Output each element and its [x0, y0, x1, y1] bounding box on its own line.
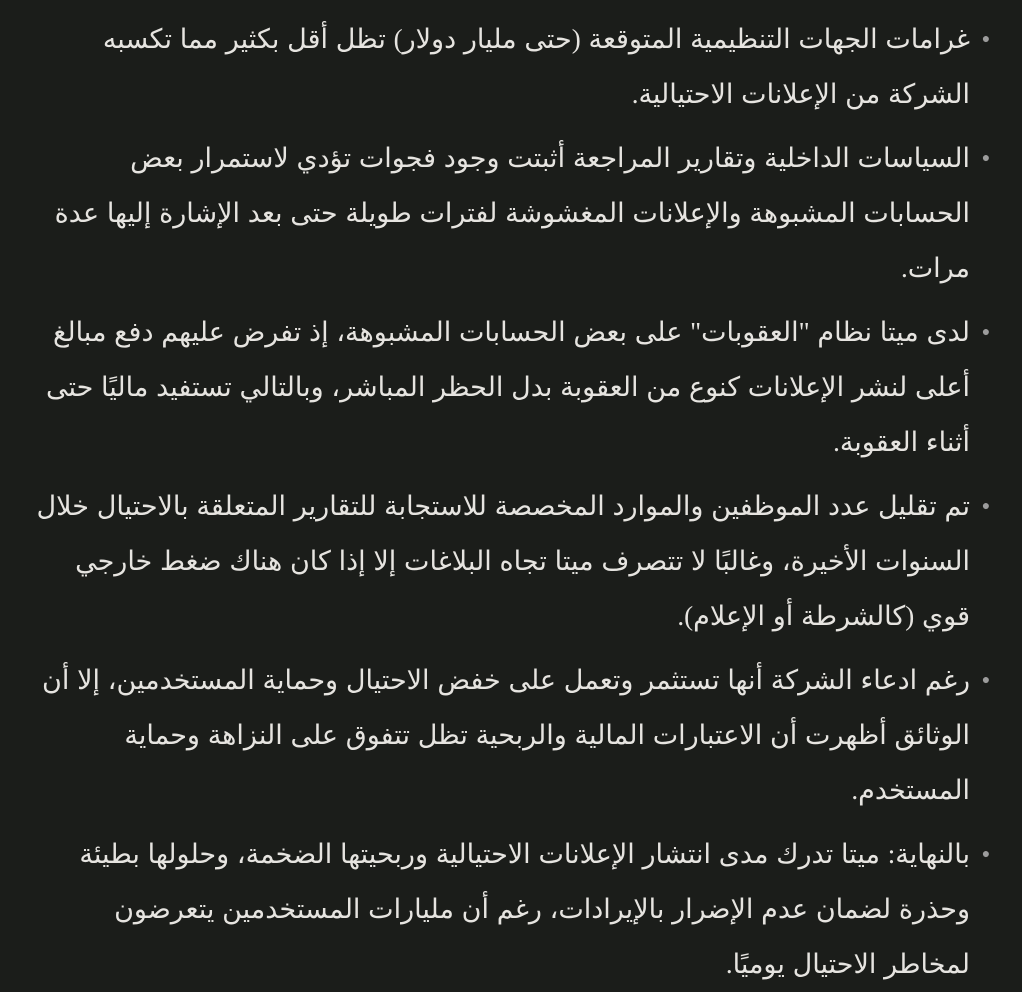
bullet-icon: ● — [981, 32, 991, 47]
list-item — [32, 479, 1002, 644]
list-item — [32, 653, 1002, 818]
bullet-list — [32, 12, 1002, 992]
list-item-text: بالنهاية: ميتا تدرك مدى انتشار الإعلانات الاحتيالية وربحيتها الضخمة، وحلولها بطيئة وحذرة لضمان عدم الإضرار بالإيرادات، رغم أن مليارات المستخدمين يتعرضون لمخاطر الاحتيال يوميًا. — [79, 839, 970, 979]
bullet-icon: ● — [981, 499, 991, 514]
list-item-text: السياسات الداخلية وتقارير المراجعة أثبتت وجود فجوات تؤدي لاستمرار بعض الحسابات المشبوهة والإعلانات المغشوشة لفترات طويلة حتى بعد الإشارة إليها عدة مرات. — [54, 143, 970, 283]
list-item — [32, 827, 1002, 992]
list-item-text: لدى ميتا نظام "العقوبات" على بعض الحسابات المشبوهة، إذ تفرض عليهم دفع مبالغ أعلى لنشر الإعلانات كنوع من العقوبة بدل الحظر المباشر، وبالتالي تستفيد ماليًا حتى أثناء العقوبة. — [45, 317, 970, 457]
bullet-icon: ● — [981, 325, 991, 340]
bullet-icon: ● — [981, 151, 991, 166]
bullet-icon: ● — [981, 847, 991, 862]
bullet-icon: ● — [981, 673, 991, 688]
list-item — [32, 12, 1002, 122]
list-item-text: رغم ادعاء الشركة أنها تستثمر وتعمل على خفض الاحتيال وحماية المستخدمين، إلا أن الوثائق أظهرت أن الاعتبارات المالية والربحية تظل تتفوق على النزاهة وحماية المستخدم. — [42, 665, 970, 805]
list-item — [32, 305, 1002, 470]
list-item — [32, 131, 1002, 296]
list-item-text: غرامات الجهات التنظيمية المتوقعة (حتى مليار دولار) تظل أقل بكثير مما تكسبه الشركة من الإعلانات الاحتيالية. — [102, 24, 970, 109]
list-item-text: تم تقليل عدد الموظفين والموارد المخصصة للاستجابة للتقارير المتعلقة بالاحتيال خلال السنوات الأخيرة، وغالبًا لا تتصرف ميتا تجاه البلاغات إلا إذا كان هناك ضغط خارجي قوي (كالشرطة أو الإعلام). — [36, 491, 970, 631]
